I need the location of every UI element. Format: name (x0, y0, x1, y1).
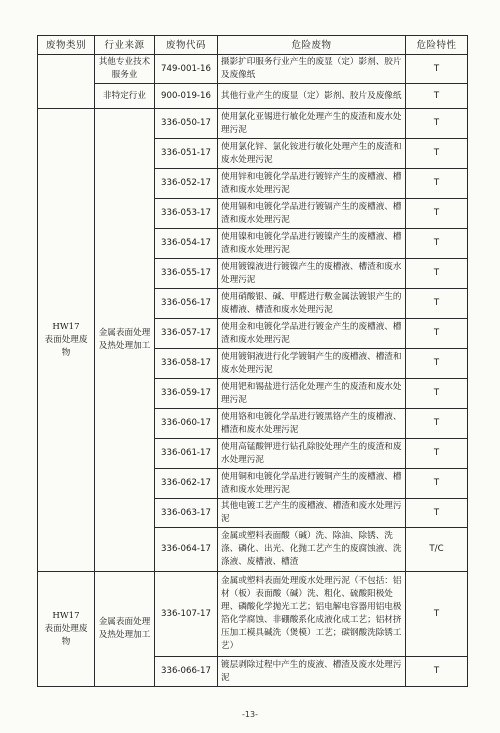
waste-description-cell: 使用氯化亚锡进行敏化处理产生的废渣和废水处理污泥 (218, 109, 406, 139)
waste-code-cell: 336-058-17 (155, 349, 218, 379)
waste-description-cell: 使用高锰酸钾进行钻孔除胶处理产生的废渣和废水处理污泥 (218, 439, 406, 469)
waste-description-cell: 使用金和电镀化学品进行镀金产生的废槽液、槽渣和废水处理污泥 (218, 319, 406, 349)
hazard-trait-cell: T (406, 289, 468, 319)
source-cell: 非特定行业 (95, 84, 155, 109)
hazard-trait-cell: T (406, 439, 468, 469)
table-row (38, 84, 468, 109)
hazard-trait-cell: T (406, 199, 468, 229)
waste-code-cell: 336-053-17 (155, 199, 218, 229)
source-cell: 其他专业技术服务业 (95, 55, 155, 84)
page-number: -13- (242, 710, 258, 719)
category-cell-continued (38, 55, 95, 109)
waste-description-cell: 使用镀镍液进行镀镍产生的废槽液、槽渣和废水处理污泥 (218, 259, 406, 289)
waste-code-cell: 336-051-17 (155, 139, 218, 169)
waste-description-cell: 金属或塑料表面处理废水处理污泥（不包括：铝材（板）表面酸（碱）洗、粗化、硫酸阳极处理、磷酸化学抛光工艺；铝电解电容器用铝电极箔化学腐蚀、非硼酸系化成液化成工艺；铝材挤压加工模具碱洗（煲模）工艺；碳钢酸洗除锈工艺） (218, 572, 406, 657)
hazard-trait-cell: T/C (406, 528, 468, 572)
hazard-trait-cell: T (406, 84, 468, 109)
waste-code-cell: 336-059-17 (155, 379, 218, 409)
waste-description-cell: 其他行业产生的废显（定）影剂、胶片及废像纸 (218, 84, 406, 109)
hazard-trait-cell: T (406, 55, 468, 84)
hazardous-waste-table (37, 35, 468, 687)
waste-description-cell: 使用钯和锡盐进行活化处理产生的废渣和废水处理污泥 (218, 379, 406, 409)
hazard-trait-cell: T (406, 169, 468, 199)
hazard-trait-cell: T (406, 109, 468, 139)
waste-code-cell: 336-063-17 (155, 499, 218, 528)
waste-description-cell: 使用镍和电镀化学品进行镀镍产生的废槽液、槽渣和废水处理污泥 (218, 229, 406, 259)
waste-description-cell: 镀层剥除过程中产生的废液、槽渣及废水处理污泥 (218, 657, 406, 687)
hazard-trait-cell: T (406, 319, 468, 349)
table-row (38, 109, 468, 139)
header-source: 行业来源 (95, 36, 155, 55)
category-cell: HW17 表面处理废物 (38, 109, 95, 572)
waste-description-cell: 使用铬和电镀化学品进行镀黑铬产生的废槽液、槽渣和废水处理污泥 (218, 409, 406, 439)
waste-code-cell: 336-050-17 (155, 109, 218, 139)
waste-code-cell: 336-061-17 (155, 439, 218, 469)
table-header-row (38, 36, 468, 55)
hazard-trait-cell: T (406, 469, 468, 499)
waste-code-cell: 336-062-17 (155, 469, 218, 499)
header-code: 废物代码 (155, 36, 218, 55)
hazard-trait-cell: T (406, 409, 468, 439)
waste-code-cell: 336-056-17 (155, 289, 218, 319)
waste-description-cell: 摄影扩印服务行业产生的废显（定）影剂、胶片及废像纸 (218, 55, 406, 84)
waste-description-cell: 其他电镀工艺产生的废槽液、槽渣和废水处理污泥 (218, 499, 406, 528)
source-cell: 金属表面处理及热处理加工 (95, 572, 155, 687)
hazard-trait-cell: T (406, 572, 468, 657)
waste-code-cell: 336-066-17 (155, 657, 218, 687)
waste-description-cell: 使用硝酸银、碱、甲醛进行敷金属法镀银产生的废槽液、槽渣和废水处理污泥 (218, 289, 406, 319)
table-row (38, 572, 468, 657)
waste-code-cell: 900-019-16 (155, 84, 218, 109)
waste-description-cell: 使用镀铜液进行化学镀铜产生的废槽液、槽渣和废水处理污泥 (218, 349, 406, 379)
waste-code-cell: 336-057-17 (155, 319, 218, 349)
table-row (38, 55, 468, 84)
header-waste: 危险废物 (218, 36, 406, 55)
waste-code-cell: 336-055-17 (155, 259, 218, 289)
waste-description-cell: 使用锌和电镀化学品进行镀锌产生的废槽液、槽渣和废水处理污泥 (218, 169, 406, 199)
waste-description-cell: 金属或塑料表面酸（碱）洗、除油、除锈、洗涤、磷化、出光、化抛工艺产生的废腐蚀液、洗涤液、废槽液、槽渣 (218, 528, 406, 572)
waste-code-cell: 336-054-17 (155, 229, 218, 259)
hazard-trait-cell: T (406, 139, 468, 169)
hazard-trait-cell: T (406, 259, 468, 289)
hazard-trait-cell: T (406, 657, 468, 687)
waste-description-cell: 使用氯化锌、氯化铵进行敏化处理产生的废渣和废水处理污泥 (218, 139, 406, 169)
waste-code-cell: 336-060-17 (155, 409, 218, 439)
hazard-trait-cell: T (406, 499, 468, 528)
header-trait: 危险特性 (406, 36, 468, 55)
hazard-trait-cell: T (406, 379, 468, 409)
waste-code-cell: 749-001-16 (155, 55, 218, 84)
waste-description-cell: 使用铜和电镀化学品进行镀铜产生的废槽液、槽渣和废水处理污泥 (218, 469, 406, 499)
waste-code-cell: 336-107-17 (155, 572, 218, 657)
waste-description-cell: 使用镉和电镀化学品进行镀镉产生的废槽液、槽渣和废水处理污泥 (218, 199, 406, 229)
waste-code-cell: 336-064-17 (155, 528, 218, 572)
hazard-trait-cell: T (406, 229, 468, 259)
hazard-trait-cell: T (406, 349, 468, 379)
source-cell: 金属表面处理及热处理加工 (95, 109, 155, 572)
category-cell: HW17 表面处理废物 (38, 572, 95, 687)
header-category: 废物类别 (38, 36, 95, 55)
waste-code-cell: 336-052-17 (155, 169, 218, 199)
